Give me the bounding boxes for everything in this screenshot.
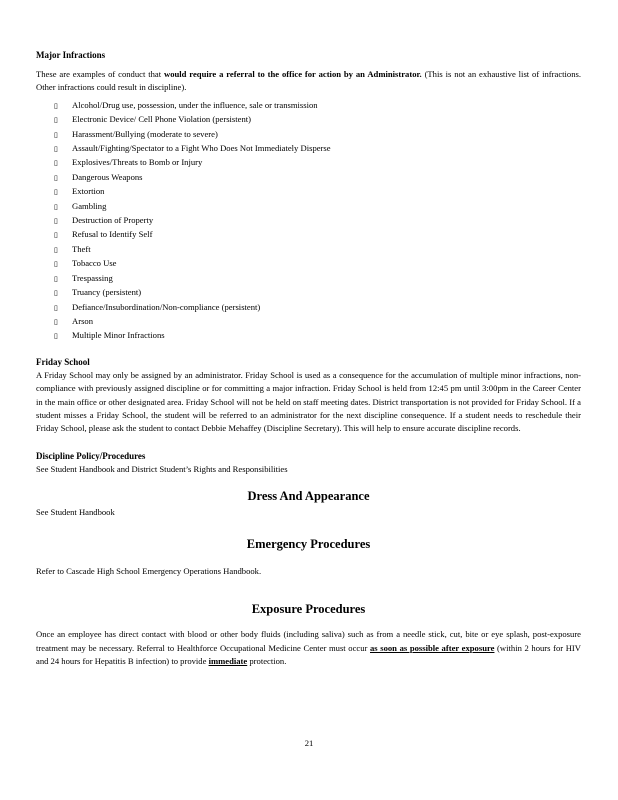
square-bullet-icon: ▯ xyxy=(54,317,58,326)
dress-appearance-heading: Dress And Appearance xyxy=(247,489,370,504)
list-item: ▯ Truancy (persistent) xyxy=(54,286,581,300)
friday-school-body: A Friday School may only be assigned by an administrator. Friday School is used as a consequence for the accumulation of multiple minor infractions, non-compliance with previously assigned discipline or for committing a major infraction. Friday School is held from 12:45 pm until 3:00pm in the Career Center in the main office or other designated area. Friday School will not be held on staff meeting dates. District transportation is not provided for Friday School. If a student misses a Friday School, the student will be referred to an administrator for the next discipline consequence. If a student needs to reschedule their Friday School, please ask the student to contact Debbie Mehaffey (Discipline Secretary). This will help to ensure accurate discipline records. xyxy=(36,369,581,434)
discipline-policy-body: See Student Handbook and District Student’s Rights and Responsibilities xyxy=(36,463,288,474)
emergency-procedures-body: Refer to Cascade High School Emergency Operations Handbook. xyxy=(36,566,262,577)
square-bullet-icon: ▯ xyxy=(54,116,58,125)
square-bullet-icon: ▯ xyxy=(54,101,58,110)
list-item: ▯ Arson xyxy=(54,315,581,329)
square-bullet-icon: ▯ xyxy=(54,231,58,240)
emergency-procedures-heading: Emergency Procedures xyxy=(246,536,371,551)
list-item: ▯ Refusal to Identify Self xyxy=(54,228,581,242)
friday-school-heading: Friday School xyxy=(36,356,90,367)
list-item: ▯ Dangerous Weapons xyxy=(54,171,581,185)
major-infractions-heading: Major Infractions xyxy=(36,50,106,60)
infraction-list xyxy=(36,99,581,344)
list-item: ▯ Explosives/Threats to Bomb or Injury xyxy=(54,156,581,170)
square-bullet-icon: ▯ xyxy=(54,289,58,298)
square-bullet-icon: ▯ xyxy=(54,332,58,341)
document-page xyxy=(36,46,581,668)
square-bullet-icon: ▯ xyxy=(54,303,58,312)
square-bullet-icon: ▯ xyxy=(54,145,58,154)
list-item: ▯ Harassment/Bullying (moderate to severe) xyxy=(54,128,581,142)
list-item: ▯ Defiance/Insubordination/Non-compliance (persistent) xyxy=(54,301,581,315)
list-item: ▯ Alcohol/Drug use, possession, under the influence, sale or transmission xyxy=(54,99,581,113)
page-number: 21 xyxy=(304,738,314,748)
list-item: ▯ Gambling xyxy=(54,200,581,214)
discipline-policy-heading: Discipline Policy/Procedures xyxy=(36,450,146,461)
underlined-emphasis: immediate xyxy=(208,656,248,666)
list-item: ▯ Assault/Fighting/Spectator to a Fight Who Does Not Immediately Disperse xyxy=(54,142,581,156)
underlined-emphasis: as soon as possible after exposure xyxy=(370,642,495,653)
exposure-procedures-heading: Exposure Procedures xyxy=(251,601,366,616)
square-bullet-icon: ▯ xyxy=(54,260,58,269)
list-item: ▯ Destruction of Property xyxy=(54,214,581,228)
intro-note: (This is not an exhaustive list of infractions. Other infractions could result in discipline). xyxy=(36,69,581,93)
exposure-procedures-body: Once an employee has direct contact with blood or other body fluids (including saliva) such as from a needle stick, cut, bite or eye splash, post-exposure treatment may be necessary. Referral to Healthforce Occupational Medicine Center must occur as soon as possible after exposure (within 2 hours for HIV and 24 hours for Hepatitis B infection) to provide immediate protection. xyxy=(36,629,581,666)
square-bullet-icon: ▯ xyxy=(54,217,58,226)
square-bullet-icon: ▯ xyxy=(54,245,58,254)
square-bullet-icon: ▯ xyxy=(54,159,58,168)
square-bullet-icon: ▯ xyxy=(54,202,58,211)
major-infractions-intro xyxy=(36,68,581,95)
square-bullet-icon: ▯ xyxy=(54,173,58,182)
square-bullet-icon: ▯ xyxy=(54,130,58,139)
square-bullet-icon: ▯ xyxy=(54,274,58,283)
list-item: ▯ Extortion xyxy=(54,185,581,199)
list-item: ▯ Trespassing xyxy=(54,272,581,286)
dress-appearance-body: See Student Handbook xyxy=(36,506,115,517)
square-bullet-icon: ▯ xyxy=(54,188,58,197)
list-item: ▯ Tobacco Use xyxy=(54,257,581,271)
intro-bold-text: would require a referral to the office for action by an Administrator. xyxy=(163,69,422,79)
list-item: ▯ Electronic Device/ Cell Phone Violation (persistent) xyxy=(54,113,581,127)
list-item: ▯ Theft xyxy=(54,243,581,257)
intro-text: These are examples of conduct that xyxy=(36,69,164,79)
list-item: ▯ Multiple Minor Infractions xyxy=(54,329,581,343)
